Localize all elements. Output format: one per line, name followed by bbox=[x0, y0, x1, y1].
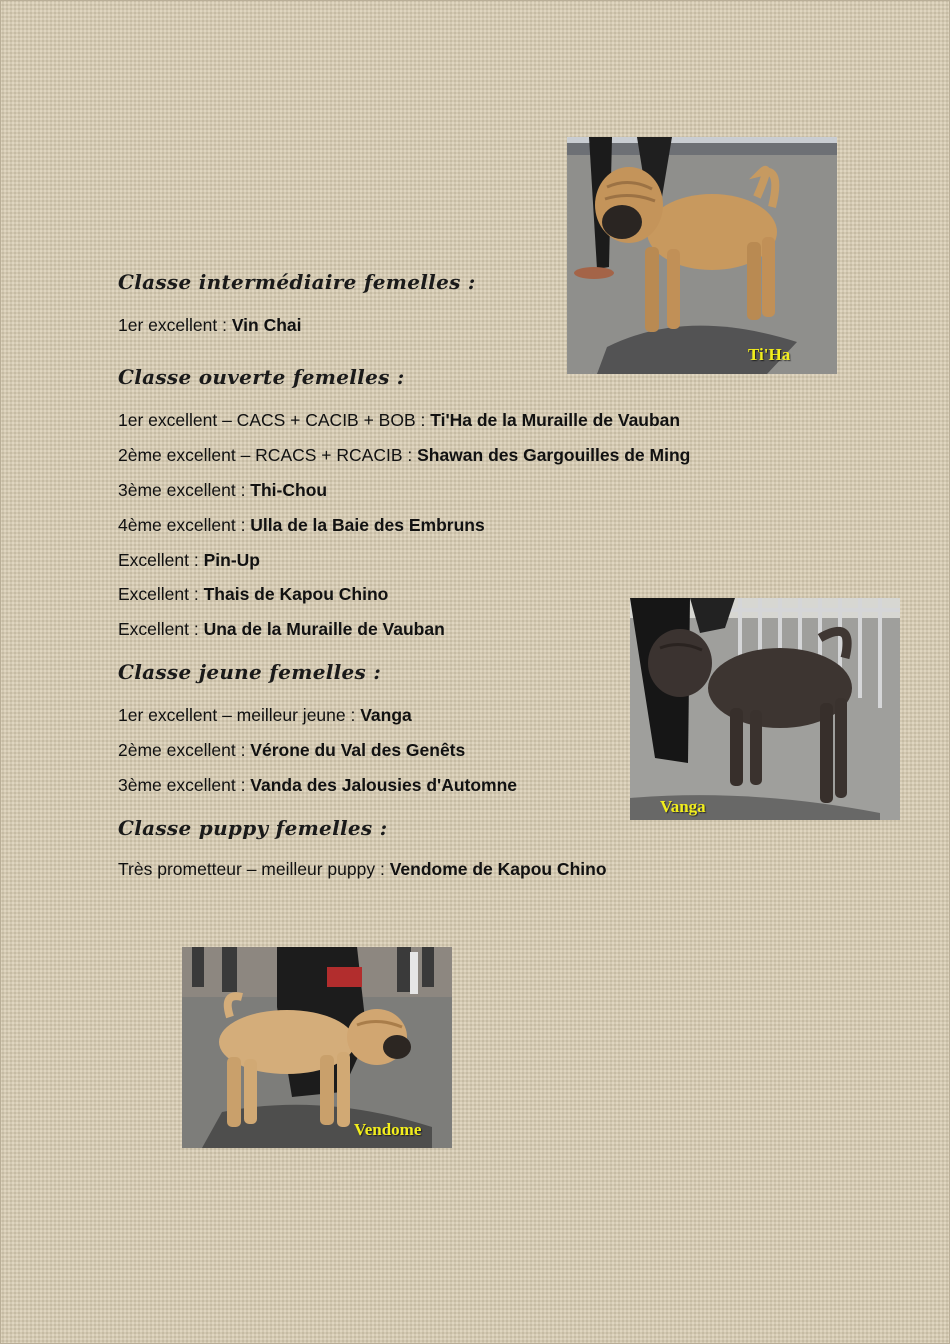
entry-dog-name: Vanga bbox=[360, 705, 412, 725]
photo-vendome bbox=[182, 947, 452, 1148]
entry-row bbox=[118, 740, 465, 761]
entry-row bbox=[118, 550, 260, 571]
entry-dog-name: Una de la Muraille de Vauban bbox=[203, 619, 445, 639]
entry-dog-name: Ti'Ha de la Muraille de Vauban bbox=[430, 410, 681, 430]
photo-caption: Ti'Ha bbox=[748, 345, 791, 364]
entry-rank: 2ème excellent – RCACS + RCACIB : bbox=[118, 445, 418, 465]
entry-rank: 2ème excellent : bbox=[118, 740, 251, 760]
entry-dog-name: Vendome de Kapou Chino bbox=[389, 859, 607, 879]
entry-dog-name: Ulla de la Baie des Embruns bbox=[250, 515, 485, 535]
entry-dog-name: Thais de Kapou Chino bbox=[203, 584, 389, 604]
entry-rank: 3ème excellent : bbox=[118, 480, 251, 500]
heading-puppy: Classe puppy femelles : bbox=[118, 816, 388, 840]
entry-rank: 1er excellent – CACS + CACIB + BOB : bbox=[118, 410, 431, 430]
heading-intermediaire: Classe intermédiaire femelles : bbox=[118, 270, 476, 294]
entry-dog-name: Pin-Up bbox=[203, 550, 260, 570]
entry-row bbox=[118, 410, 680, 431]
heading-jeune: Classe jeune femelles : bbox=[118, 660, 382, 684]
entry-rank: Excellent : bbox=[118, 584, 204, 604]
photo-vanga bbox=[630, 598, 900, 820]
tan-dog-illustration bbox=[567, 137, 837, 374]
entry-row bbox=[118, 480, 327, 501]
entry-rank: Excellent : bbox=[118, 619, 204, 639]
entry-rank: 1er excellent – meilleur jeune : bbox=[118, 705, 361, 725]
entry-dog-name: Shawan des Gargouilles de Ming bbox=[417, 445, 691, 465]
entry-rank: 1er excellent : bbox=[118, 315, 232, 335]
photo-tiha bbox=[567, 137, 837, 374]
heading-ouverte: Classe ouverte femelles : bbox=[118, 365, 405, 389]
entry-row bbox=[118, 315, 302, 336]
entry-row bbox=[118, 619, 445, 640]
entry-dog-name: Vin Chai bbox=[231, 315, 302, 335]
entry-rank: 3ème excellent : bbox=[118, 775, 251, 795]
entry-rank: 4ème excellent : bbox=[118, 515, 251, 535]
entry-row bbox=[118, 445, 690, 466]
entry-row bbox=[118, 705, 412, 726]
puppy-dog-illustration bbox=[182, 947, 452, 1148]
entry-dog-name: Vanda des Jalousies d'Automne bbox=[250, 775, 518, 795]
entry-row bbox=[118, 515, 485, 536]
entry-row bbox=[118, 584, 388, 605]
photo-caption: Vanga bbox=[660, 797, 706, 816]
entry-rank: Excellent : bbox=[118, 550, 204, 570]
entry-row bbox=[118, 775, 517, 796]
entry-dog-name: Thi-Chou bbox=[250, 480, 328, 500]
entry-rank: Très prometteur – meilleur puppy : bbox=[118, 859, 390, 879]
photo-caption: Vendome bbox=[354, 1120, 422, 1139]
dark-dog-illustration bbox=[630, 598, 900, 820]
entry-dog-name: Vérone du Val des Genêts bbox=[250, 740, 466, 760]
entry-row bbox=[118, 859, 607, 880]
